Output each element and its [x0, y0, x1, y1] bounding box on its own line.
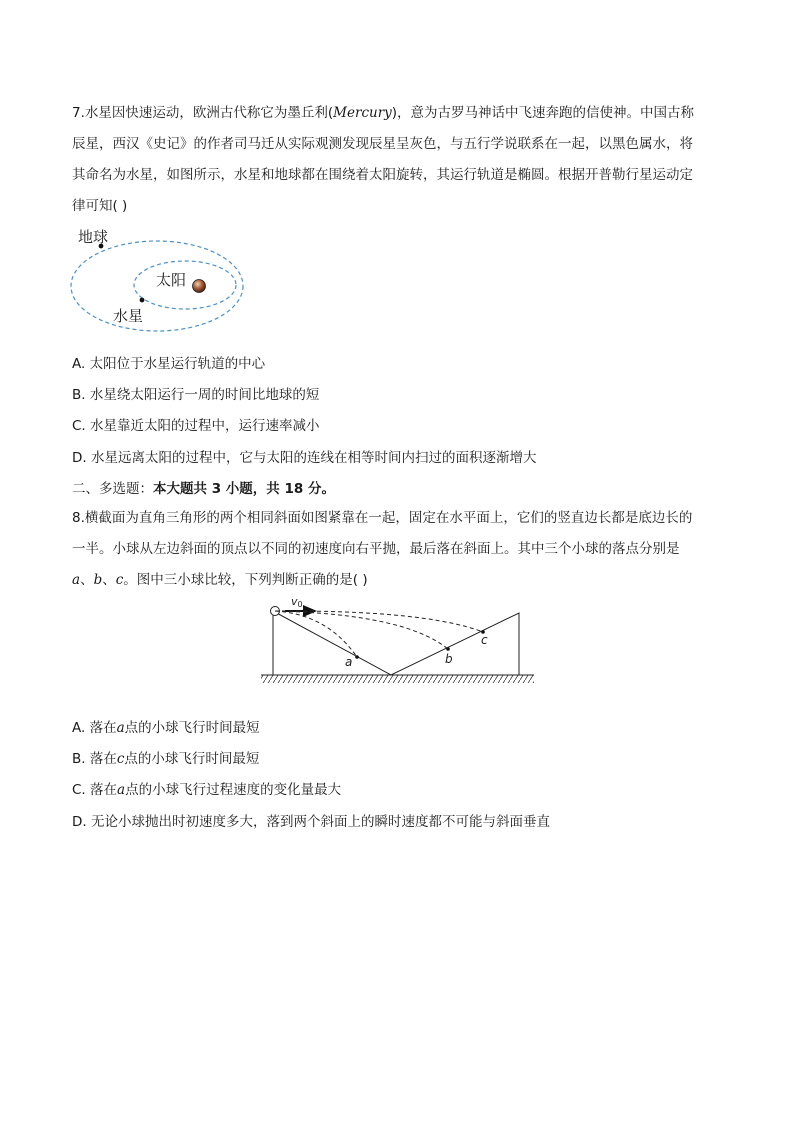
option-text: D. 无论小球抛出时初速度多大，落到两个斜面上的瞬时速度都不可能与斜面垂直 — [72, 814, 550, 830]
mercury-label: 水星 — [113, 307, 144, 325]
option-text: 点的小球飞行时间最短 — [124, 751, 260, 767]
option-var: a — [117, 782, 126, 798]
sun-label: 太阳 — [156, 271, 187, 289]
section-title: 二、多选题： — [72, 481, 153, 497]
incline-diagram — [255, 592, 540, 692]
q8-option-c[interactable] — [72, 778, 341, 798]
q8-option-a[interactable] — [72, 716, 260, 736]
question-8-line-2: 一半。小球从左边斜面的顶点以不同的初速度向右平抛，最后落在斜面上。其中三个小球的落点分别是 — [72, 541, 680, 557]
point-c-label: c — [115, 572, 124, 588]
question-number: 7. — [72, 105, 85, 121]
point-c-label: c — [481, 633, 488, 647]
point-b — [446, 647, 450, 651]
mercury-dot — [140, 298, 145, 303]
mercury-latin: Mercury — [333, 105, 392, 121]
point-b-label: b — [93, 572, 103, 588]
point-b-label: b — [445, 652, 453, 666]
q7-option-b[interactable]: B. 水星绕太阳运行一周的时间比地球的短 — [72, 387, 320, 403]
question-7-line-4: 律可知( ) — [72, 198, 128, 214]
sun-icon — [193, 280, 206, 293]
question-8 — [72, 503, 724, 596]
section-heading — [72, 477, 335, 497]
text-segment: 水星因快速运动，欧洲古代称它为墨丘利( — [84, 105, 334, 121]
option-var: c — [116, 751, 125, 767]
q7-option-d[interactable]: D. 水星远离太阳的过程中，它与太阳的连线在相等时间内扫过的面积逐渐增大 — [72, 450, 537, 466]
q7-option-a[interactable]: A. 太阳位于水星运行轨道的中心 — [72, 356, 266, 372]
option-text: C. 落在 — [72, 782, 118, 798]
orbit-diagram — [60, 222, 260, 332]
q8-option-d[interactable] — [72, 810, 550, 830]
option-text: 点的小球飞行过程速度的变化量最大 — [125, 782, 342, 798]
separator: 、 — [102, 572, 116, 588]
option-text: 点的小球飞行时间最短 — [124, 720, 260, 736]
separator: 、 — [80, 572, 94, 588]
question-8-line-1: 8.横截面为直角三角形的两个相同斜面如图紧靠在一起，固定在水平面上，它们的竖直边长都是底边长的 — [72, 510, 693, 526]
earth-label: 地球 — [78, 228, 109, 246]
question-7 — [72, 98, 724, 222]
point-a-label: a — [345, 655, 353, 669]
section-desc: 本大题共 3 小题，共 18 分。 — [153, 481, 335, 497]
question-7-line-1 — [72, 98, 724, 129]
q7-option-c[interactable]: C. 水星靠近太阳的过程中，运行速率减小 — [72, 418, 320, 434]
trajectory-b — [275, 611, 448, 649]
ground-hatch — [261, 675, 534, 683]
question-7-line-2: 辰星，西汉《史记》的作者司马迁从实际观测发现辰星呈灰色，与五行学说联系在一起，以黑色属水，将 — [72, 136, 693, 152]
text-segment: )，意为古罗马神话中飞速奔跑的信使神。中国古称 — [391, 105, 695, 121]
option-text: A. 落在 — [72, 720, 117, 736]
v0-label: v0 — [291, 595, 303, 609]
text-segment: 。图中三小球比较，下列判断正确的是( ) — [123, 572, 368, 588]
question-7-line-3: 其命名为水星，如图所示，水星和地球都在围绕着太阳旋转，其运行轨道是椭圆。根据开普勒行星运动定 — [72, 167, 693, 183]
q8-option-b[interactable] — [72, 747, 259, 767]
point-a-label: a — [72, 572, 81, 588]
point-a — [355, 655, 359, 659]
option-var: a — [116, 720, 125, 736]
option-text: B. 落在 — [72, 751, 117, 767]
